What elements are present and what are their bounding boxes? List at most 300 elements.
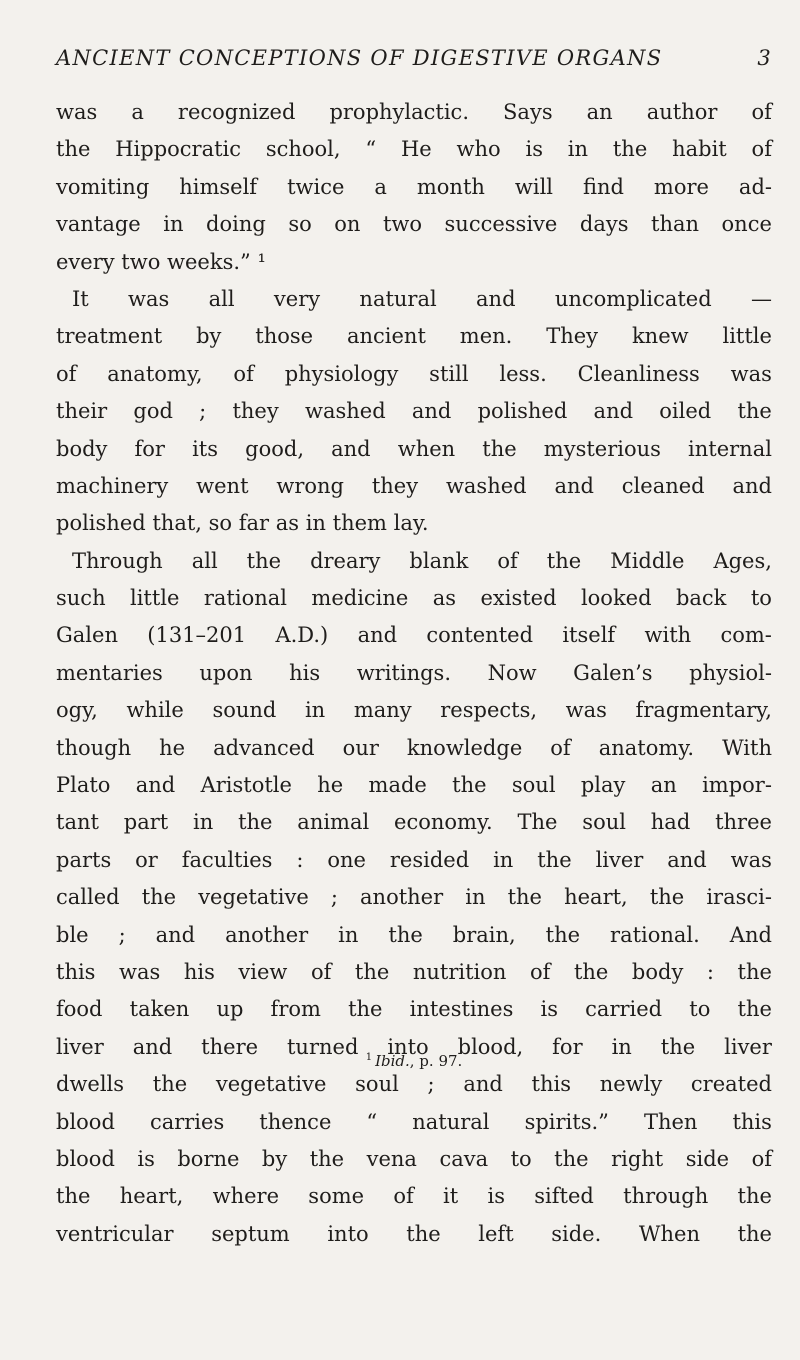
word: from [270, 997, 321, 1022]
word: com- [720, 623, 772, 648]
word: Says [503, 100, 553, 124]
word: god [133, 399, 173, 424]
word: rational [203, 586, 287, 611]
word: went [196, 473, 249, 498]
word: left [478, 1221, 514, 1246]
word: of [233, 361, 254, 386]
word: into [387, 1034, 429, 1059]
text-line [56, 960, 772, 997]
word: this [531, 1072, 571, 1097]
word: some [308, 1184, 365, 1209]
text-line [56, 399, 772, 436]
word: Plato [56, 773, 111, 798]
word: men. [459, 324, 513, 349]
text-line [56, 437, 772, 474]
text-line [56, 848, 772, 885]
word: recognized [177, 100, 296, 124]
word: He [400, 137, 432, 162]
word: another [360, 885, 444, 910]
text-line [56, 923, 772, 960]
word: sifted [534, 1184, 594, 1209]
word: natural [359, 286, 437, 311]
word: of [550, 735, 571, 760]
word: to [689, 997, 711, 1022]
word: knew [631, 324, 689, 349]
word: irasci- [706, 885, 772, 910]
word: the [507, 885, 542, 910]
word: the [545, 922, 581, 947]
running-head [56, 42, 772, 74]
word: carried [585, 997, 663, 1022]
word: vegetative [198, 885, 309, 910]
word: had [650, 810, 691, 835]
word: in [163, 212, 184, 237]
word: in [338, 922, 359, 947]
text-line: every two weeks.” ¹ [56, 249, 266, 274]
word: he [317, 773, 344, 798]
word: and [667, 847, 707, 872]
word: an [586, 100, 613, 124]
word: upon [199, 660, 253, 685]
word: Galen’s [573, 660, 653, 685]
word: the [537, 847, 572, 872]
word: was [730, 847, 772, 872]
word: month [416, 174, 485, 199]
word: the [612, 137, 648, 162]
text-line [56, 1222, 772, 1259]
word: anatomy, [107, 361, 203, 386]
word: so [288, 212, 312, 237]
word: oiled [659, 399, 712, 424]
word: in [611, 1034, 632, 1059]
word: and [135, 773, 176, 798]
word: side. [551, 1221, 602, 1246]
word: while [126, 698, 184, 723]
word: there [201, 1034, 259, 1059]
text-line [56, 175, 772, 212]
text-line [56, 362, 772, 399]
word: Through [72, 548, 163, 573]
word: the [238, 810, 273, 835]
word: taken [129, 997, 190, 1022]
word: knowledge [406, 735, 523, 760]
text-line [56, 997, 772, 1034]
word: ancient [346, 324, 426, 349]
word: ; [199, 399, 207, 424]
word: Cleanliness [577, 361, 700, 386]
word: animal [297, 810, 370, 835]
text-line [56, 810, 772, 847]
word: tant [56, 810, 99, 835]
word: resided [389, 847, 470, 872]
text-line [56, 1184, 772, 1221]
word: and [476, 286, 516, 311]
word: on [334, 212, 361, 237]
word: in [567, 137, 589, 162]
text-line [56, 1147, 772, 1184]
word: — [751, 286, 772, 311]
word: liver [724, 1034, 772, 1059]
word: the [152, 1072, 188, 1097]
text-line [56, 1110, 772, 1147]
text-line [56, 586, 772, 623]
word: dreary [310, 548, 381, 573]
word: Galen [56, 623, 118, 648]
word: brain, [452, 922, 516, 947]
word: the [660, 1034, 696, 1059]
word: blood, [457, 1034, 524, 1059]
text-line [56, 698, 772, 735]
word: our [342, 735, 379, 760]
word: side [685, 1146, 730, 1171]
word: heart, [119, 1184, 184, 1209]
word: vena [366, 1146, 417, 1171]
word: faculties [181, 847, 273, 872]
word: body [631, 959, 684, 984]
word: and [732, 473, 772, 498]
word: the [246, 548, 282, 573]
word: And [729, 922, 772, 947]
word: a [131, 100, 144, 124]
word: rational. [610, 922, 700, 947]
word: “ [365, 137, 377, 162]
page-number: 3 [757, 46, 772, 70]
word: impor- [702, 773, 772, 798]
word: a [374, 174, 387, 199]
word: the [56, 1184, 91, 1209]
word: medicine [311, 586, 409, 611]
word: an [650, 773, 677, 798]
word: little [722, 324, 772, 349]
word: the [406, 1221, 441, 1246]
word: existed [480, 586, 557, 611]
word: septum [211, 1221, 290, 1246]
word: another [225, 922, 309, 947]
word: and [331, 436, 371, 461]
word: habit [672, 137, 727, 162]
word: called [56, 885, 120, 910]
word: or [135, 847, 158, 872]
word: vegetative [215, 1072, 327, 1097]
word: advanced [213, 735, 315, 760]
word: body [56, 436, 108, 461]
word: of [751, 100, 772, 124]
word: by [196, 324, 222, 349]
word: Now [487, 660, 537, 685]
word: blood [56, 1146, 115, 1171]
word: “ [366, 1109, 378, 1134]
text-line [56, 623, 772, 660]
word: such [56, 586, 106, 611]
word: this [732, 1109, 772, 1134]
word: of [56, 361, 77, 386]
word: still [429, 361, 469, 386]
word: through [623, 1184, 709, 1209]
word: It [72, 286, 89, 311]
word: heart, [564, 885, 628, 910]
word: newly [599, 1072, 663, 1097]
word: play [580, 773, 626, 798]
word: up [216, 997, 244, 1022]
word: is [525, 137, 543, 162]
text-line [56, 549, 772, 586]
footnote-source: Ibid. [375, 1052, 410, 1070]
word: They [546, 324, 599, 349]
word: very [273, 286, 321, 311]
word: of [310, 959, 332, 984]
word: ogy, [56, 698, 98, 723]
word: less. [499, 361, 547, 386]
word: Ages, [713, 548, 772, 573]
word: right [611, 1146, 664, 1171]
word: ; [427, 1072, 435, 1097]
word: he [159, 735, 186, 760]
word: ble [56, 922, 89, 947]
word: the [141, 885, 177, 910]
footnote-page: , p. 97. [409, 1052, 463, 1070]
word: twice [287, 174, 345, 199]
word: ventricular [56, 1221, 174, 1246]
word: of [497, 548, 518, 573]
word: the [737, 959, 772, 984]
word: carries [149, 1109, 225, 1134]
word: Middle [610, 548, 685, 573]
word: the [309, 1146, 345, 1171]
word: to [750, 586, 772, 611]
word: and [155, 922, 196, 947]
word: created [690, 1072, 772, 1097]
word: they [371, 473, 419, 498]
word: and [357, 623, 398, 648]
word: writings. [356, 660, 452, 685]
word: liver [56, 1034, 104, 1059]
word: and [132, 1034, 173, 1059]
word: mysterious [543, 436, 661, 461]
word: all [208, 286, 235, 311]
text-line [56, 100, 772, 137]
word: the [546, 548, 582, 573]
word: (131–201 [147, 623, 247, 648]
word: all [191, 548, 218, 573]
word: more [653, 174, 709, 199]
word: sound [212, 698, 277, 723]
text-line [56, 474, 772, 511]
word: part [123, 810, 169, 835]
word: and [593, 399, 634, 424]
text-line [56, 1072, 772, 1109]
word: author [646, 100, 718, 124]
word: the [649, 885, 685, 910]
word: : [706, 959, 714, 984]
text-line [56, 287, 772, 324]
word: physiol- [689, 660, 772, 685]
word: liver [595, 847, 644, 872]
word: they [232, 399, 279, 424]
word: vantage [56, 212, 141, 237]
word: was [565, 698, 607, 723]
word: the [348, 997, 383, 1022]
word: soul [355, 1072, 399, 1097]
word: of [751, 1146, 772, 1171]
word: by [261, 1146, 288, 1171]
word: mentaries [56, 660, 163, 685]
word: physiology [284, 361, 399, 386]
word: the [737, 399, 772, 424]
word: internal [688, 436, 772, 461]
word: is [137, 1146, 155, 1171]
word: in [465, 885, 486, 910]
word: good, [245, 436, 304, 461]
word: doing [206, 212, 266, 237]
word: soul [511, 773, 556, 798]
word: the [573, 959, 609, 984]
word: himself [179, 174, 258, 199]
word: food [56, 997, 103, 1022]
word: in [193, 810, 214, 835]
word: the [354, 959, 390, 984]
word: dwells [56, 1072, 125, 1097]
text-line [56, 212, 772, 249]
word: The [517, 810, 558, 835]
word: for [552, 1034, 583, 1059]
word: view [238, 959, 288, 984]
text-line [56, 773, 772, 810]
word: natural [412, 1109, 490, 1134]
word: than [651, 212, 700, 237]
word: days [579, 212, 629, 237]
word: three [715, 810, 772, 835]
word: was [119, 959, 161, 984]
word: : [296, 847, 304, 872]
word: washed [304, 399, 386, 424]
word: uncomplicated [554, 286, 712, 311]
word: many [353, 698, 412, 723]
word: with [644, 623, 692, 648]
word: it [443, 1184, 459, 1209]
text-line [56, 324, 772, 361]
word: With [722, 735, 772, 760]
word: and [411, 399, 452, 424]
text-line: polished that, so far as in them lay. [56, 511, 429, 536]
word: once [721, 212, 772, 237]
word: intestines [409, 997, 514, 1022]
word: and [554, 473, 594, 498]
word: for [134, 436, 165, 461]
word: was [128, 286, 170, 311]
word: his [289, 660, 321, 685]
word: the [388, 922, 423, 947]
word: who [456, 137, 501, 162]
word: looked [580, 586, 652, 611]
word: was [56, 100, 98, 124]
word: of [393, 1184, 414, 1209]
word: cava [439, 1146, 489, 1171]
text-line [56, 661, 772, 698]
word: A.D.) [275, 623, 329, 648]
word: contented [426, 623, 534, 648]
word: when [397, 436, 456, 461]
word: little [130, 586, 180, 611]
text-line [56, 736, 772, 773]
word: to [510, 1146, 532, 1171]
word: wrong [276, 473, 344, 498]
word: of [530, 959, 551, 984]
word: borne [177, 1146, 240, 1171]
word: fragmentary, [635, 698, 772, 723]
word: find [582, 174, 624, 199]
footnote-marker: 1 [365, 1052, 373, 1063]
word: though [56, 735, 132, 760]
word: washed [445, 473, 527, 498]
word: cleaned [621, 473, 705, 498]
running-head-title: ANCIENT CONCEPTIONS OF DIGESTIVE ORGANS [56, 46, 663, 70]
word: the [737, 1221, 772, 1246]
word: Aristotle [200, 773, 292, 798]
footnote [56, 1052, 772, 1070]
word: prophylactic. [329, 100, 469, 124]
word: his [183, 959, 215, 984]
word: turned [286, 1034, 359, 1059]
word: in [304, 698, 326, 723]
word: the [737, 997, 772, 1022]
text-line [56, 137, 772, 174]
word: their [56, 399, 108, 424]
word: where [212, 1184, 280, 1209]
word: treatment [56, 324, 163, 349]
word: school, [265, 137, 341, 162]
word: into [327, 1221, 369, 1246]
word: will [514, 174, 553, 199]
word: those [255, 324, 314, 349]
body-text [56, 100, 772, 1259]
word: nutrition [412, 959, 507, 984]
word: itself [562, 623, 616, 648]
word: blood [56, 1109, 115, 1134]
word: as [432, 586, 457, 611]
word: the [737, 1184, 772, 1209]
word: vomiting [56, 174, 150, 199]
word: and [463, 1072, 503, 1097]
word: thence [259, 1109, 332, 1134]
word: polished [477, 399, 568, 424]
word: made [368, 773, 427, 798]
word: its [192, 436, 219, 461]
word: the [554, 1146, 589, 1171]
word: ; [118, 922, 126, 947]
word: parts [56, 847, 112, 872]
word: the [482, 436, 517, 461]
word: blank [409, 548, 469, 573]
word: successive [444, 212, 558, 237]
word: is [540, 997, 559, 1022]
word: economy. [394, 810, 493, 835]
word: in [493, 847, 514, 872]
word: this [56, 959, 96, 984]
word: was [730, 361, 772, 386]
word: the [56, 137, 91, 162]
word: spirits.” [524, 1109, 609, 1134]
word: of [751, 137, 772, 162]
word: two [382, 212, 423, 237]
word: machinery [56, 473, 169, 498]
word: ; [330, 885, 338, 910]
word: the [452, 773, 487, 798]
text-line [56, 885, 772, 922]
word: anatomy. [598, 735, 695, 760]
word: Hippocratic [115, 137, 242, 162]
word: Then [643, 1109, 698, 1134]
word: soul [582, 810, 626, 835]
